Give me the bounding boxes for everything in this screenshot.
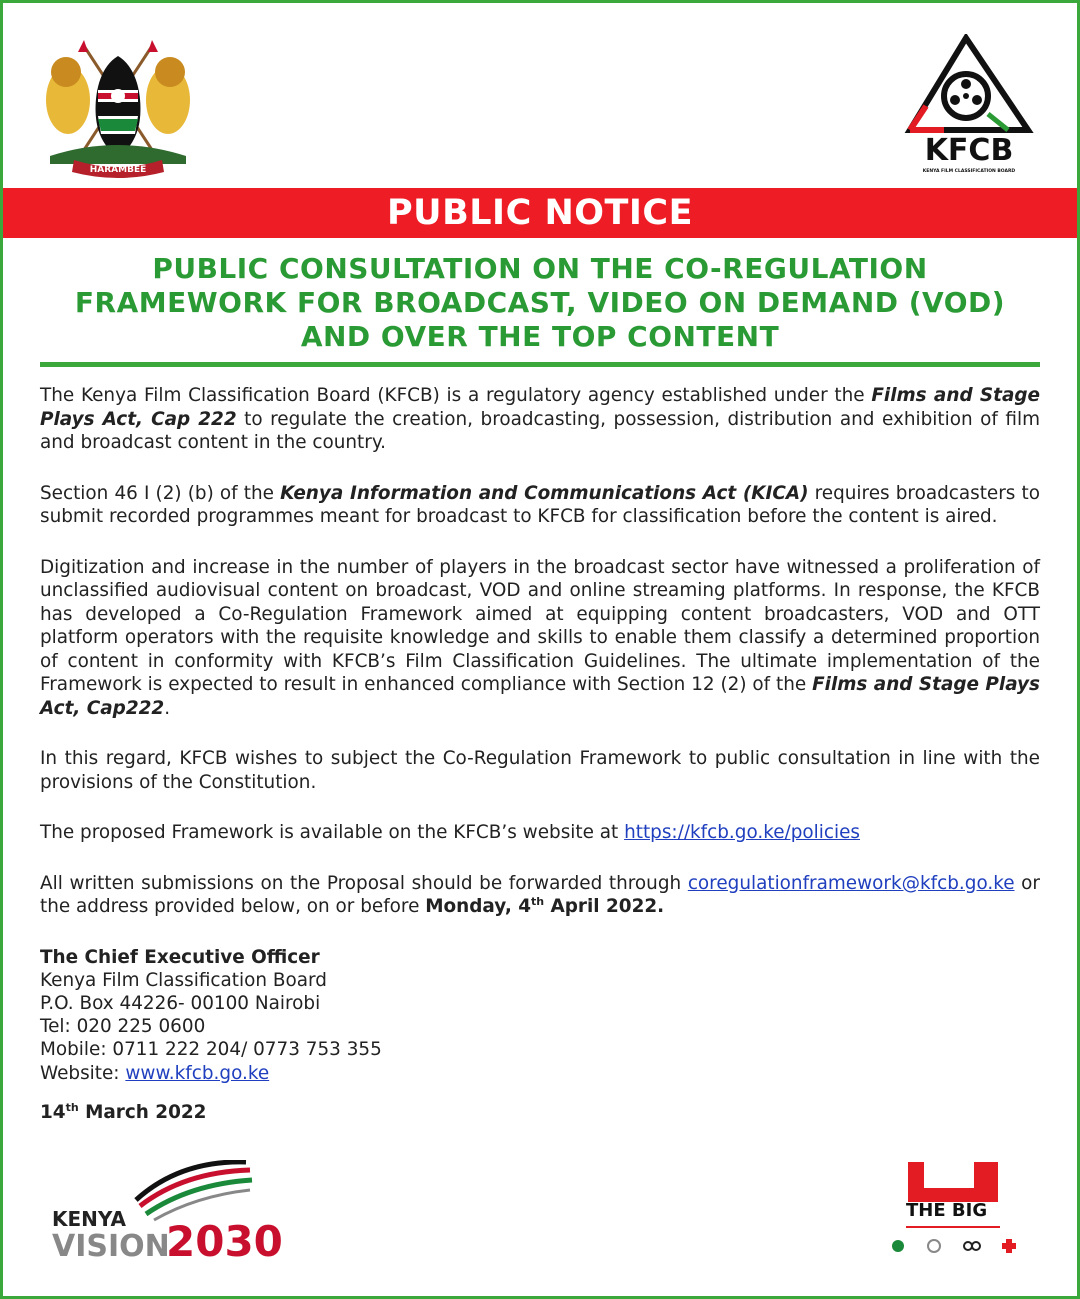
- digitization-text-end: .: [164, 697, 171, 719]
- paragraph-consultation: In this regard, KFCB wishes to subject the Co-Regulation Framework to public consultation in line with the provisions of the Constitution.: [40, 748, 1040, 793]
- digitization-text: Digitization and increase in the number of players in the broadcast sector have witnessed a proliferation of unclassified audiovisual content on broadcast, VOD and online streaming platforms. In response, the KFCB has developed a Co-Regulation Framework aimed at equipping content broadcasters, VOD and OTT platform operators with the requisite knowledge and skills to enable them classify a determined proportion of content in conformity with KFCB’s Film Classification Guidelines. The ultimate implementation of the Framework is expected to result in enhanced compliance with Section 12 (2) of the: [40, 556, 1040, 695]
- heading-line-2: FRAMEWORK FOR BROADCAST, VIDEO ON DEMAND (VOD): [74, 286, 1006, 319]
- paragraph-section-46: [40, 482, 1040, 529]
- submission-deadline: [425, 896, 664, 917]
- paragraph-submissions: [40, 872, 1040, 919]
- vision-word-text: VISION: [52, 1229, 170, 1264]
- vision-year-text: 2030: [166, 1217, 283, 1265]
- heading-line-3: AND OVER THE TOP CONTENT: [300, 320, 780, 353]
- kenya-coat-of-arms-logo: [40, 38, 196, 178]
- date-sup: th: [65, 1100, 79, 1114]
- submission-email-link[interactable]: coregulationframework@kfcb.go.ke: [687, 872, 1015, 894]
- paragraph-framework-link: [40, 821, 1040, 845]
- date-day: 14: [40, 1101, 66, 1123]
- big4-icons: [892, 1239, 1016, 1253]
- kica-act-name: Kenya Information and Communications Act (KICA): [280, 482, 809, 504]
- contact-address: [40, 946, 1040, 1085]
- motto-text: HARAMBEE: [89, 165, 147, 175]
- address-title: The Chief Executive Officer: [40, 946, 320, 968]
- kfcb-logo-subtitle: KENYA FILM CLASSIFICATION BOARD: [922, 169, 1016, 174]
- intro-act-name: Films and Stage Plays Act, Cap 222: [40, 385, 1040, 430]
- vision-kenya-text: KENYA: [52, 1207, 126, 1231]
- notice-date: [40, 1101, 1040, 1125]
- heading-line-1: PUBLIC CONSULTATION ON THE CO-REGULATION: [152, 252, 928, 285]
- submissions-text-mid: or the address provided below, on or before: [40, 872, 1040, 917]
- kfcb-logo-text: KFCB: [924, 133, 1014, 168]
- big-four-logo: [884, 1160, 1024, 1260]
- policies-link[interactable]: https://kfcb.go.ke/policies: [624, 822, 860, 843]
- section-text-end: requires broadcasters to submit recorded programmes meant for broadcast to KFCB for classification before the content is aired.: [40, 482, 1040, 527]
- website-link[interactable]: www.kfcb.go.ke: [125, 1062, 270, 1084]
- date-rest: March 2022: [78, 1101, 207, 1123]
- deadline-rest: April 2022.: [544, 896, 665, 917]
- address-tel: Tel: 020 225 0600: [40, 1016, 206, 1038]
- heading-divider: [40, 362, 1040, 367]
- intro-text: The Kenya Film Classification Board (KFCB) is a regulatory agency established under the: [40, 385, 872, 406]
- kfcb-logo: [904, 34, 1034, 176]
- address-org: Kenya Film Classification Board: [40, 969, 327, 991]
- section-text: Section 46 I (2) (b) of the: [40, 482, 281, 504]
- kenya-vision-2030-logo: [50, 1160, 285, 1265]
- banner-title: PUBLIC NOTICE: [387, 193, 693, 233]
- address-mobile: Mobile: 0711 222 204/ 0773 753 355: [40, 1039, 382, 1061]
- paragraph-intro: [40, 384, 1040, 455]
- digitization-act-name: Films and Stage Plays Act, Cap222: [40, 674, 1040, 719]
- deadline-sup: th: [531, 894, 545, 908]
- framework-text: The proposed Framework is available on the KFCB’s website at: [40, 822, 625, 843]
- notice-body: [40, 384, 1040, 1124]
- submissions-text: All written submissions on the Proposal should be forwarded through: [40, 872, 688, 894]
- deadline-day: Monday, 4: [425, 896, 532, 917]
- paragraph-digitization: [40, 556, 1040, 721]
- notice-heading: [40, 252, 1040, 354]
- intro-text-end: to regulate the creation, broadcasting, possession, distribution and exhibition of film and broadcast content in the country.: [40, 408, 1040, 453]
- website-label: Website:: [40, 1062, 126, 1084]
- big4-text: THE BIG: [906, 1200, 988, 1221]
- public-notice-banner: [3, 188, 1077, 238]
- address-box: P.O. Box 44226- 00100 Nairobi: [40, 992, 321, 1014]
- address-website: [40, 1062, 1040, 1085]
